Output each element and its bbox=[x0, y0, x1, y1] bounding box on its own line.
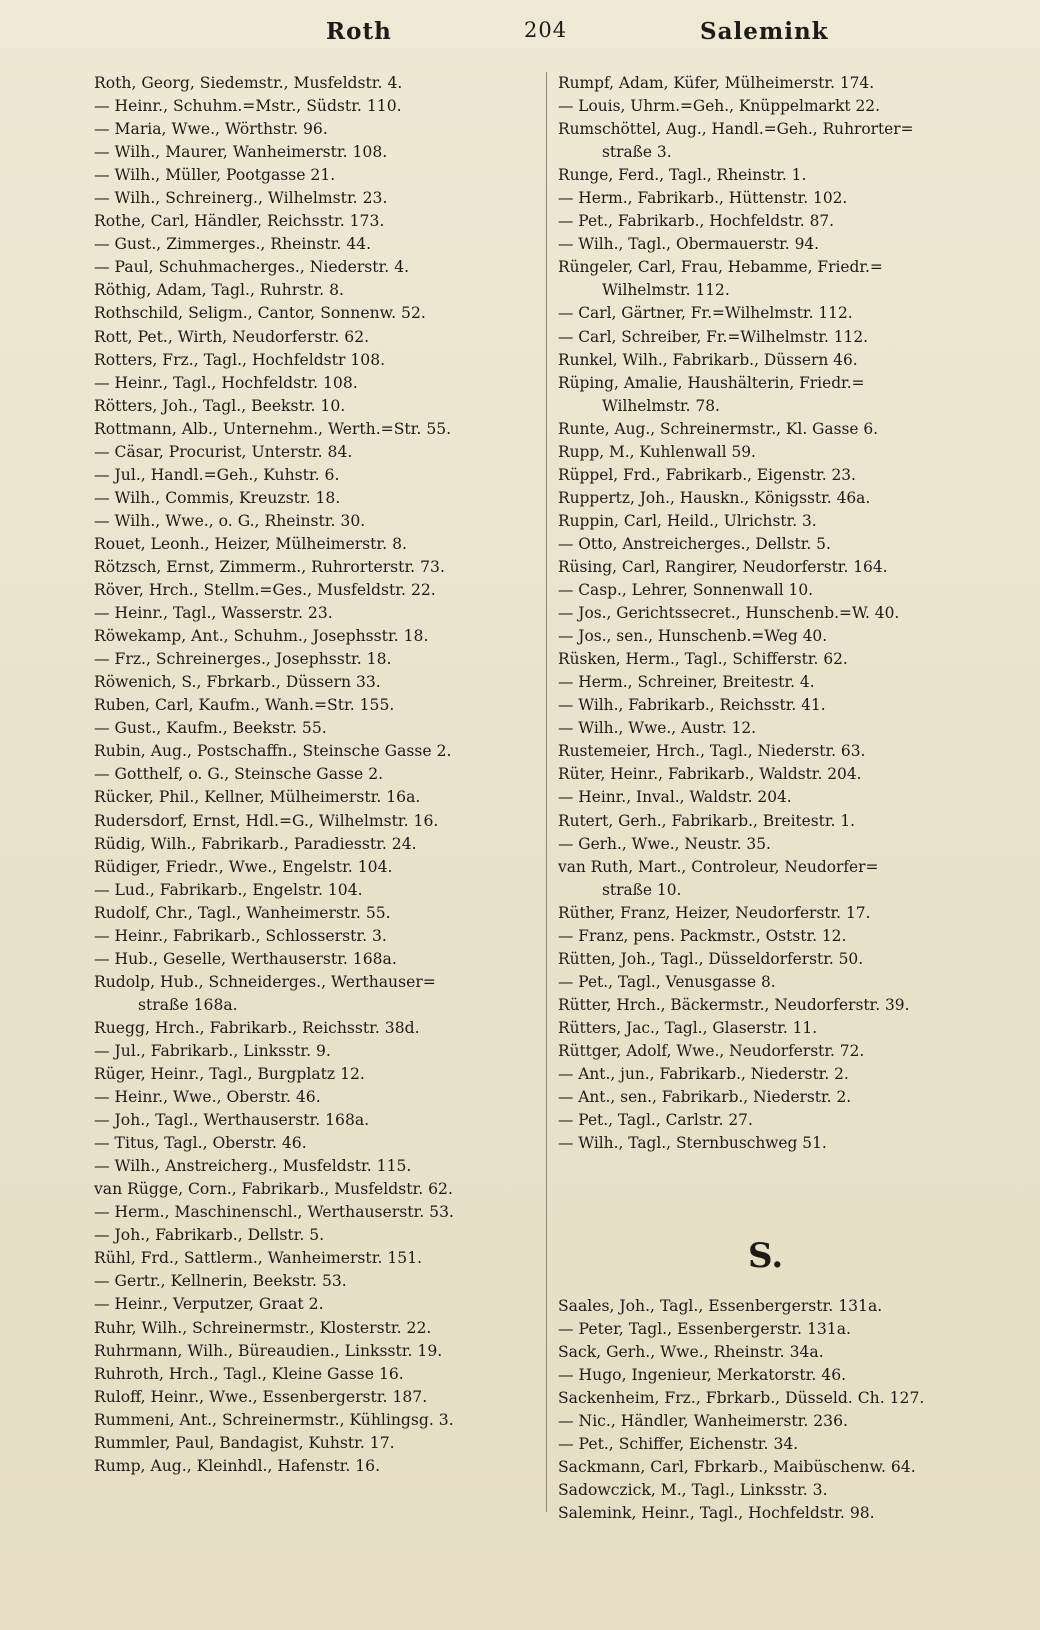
directory-entry: Rüther, Franz, Heizer, Neudorferstr. 17. bbox=[558, 903, 871, 922]
directory-entry: — Heinr., Verputzer, Graat 2. bbox=[94, 1295, 324, 1314]
directory-entry: Rücker, Phil., Kellner, Mülheimerstr. 16a. bbox=[94, 788, 421, 807]
directory-entry: — Ant., sen., Fabrikarb., Niederstr. 2. bbox=[558, 1088, 852, 1107]
directory-entry: — Pet., Tagl., Carlstr. 27. bbox=[558, 1111, 753, 1130]
directory-entry: — Hub., Geselle, Werthauserstr. 168a. bbox=[94, 949, 397, 968]
page-number: 204 bbox=[524, 18, 568, 42]
directory-entry: Sack, Gerh., Wwe., Rheinstr. 34a. bbox=[558, 1343, 824, 1362]
directory-entry: Rupp, M., Kuhlenwall 59. bbox=[558, 442, 756, 461]
header-first-name: Roth bbox=[326, 18, 392, 45]
directory-entry: — Carl, Gärtner, Fr.=Wilhelmstr. 112. bbox=[558, 304, 853, 323]
directory-entry: Wilhelmstr. 112. bbox=[602, 281, 730, 300]
directory-entry: Rötzsch, Ernst, Zimmerm., Ruhrorterstr. 73. bbox=[94, 557, 445, 576]
directory-entry: — Jul., Handl.=Geh., Kuhstr. 6. bbox=[94, 465, 340, 484]
directory-entry: — Nic., Händler, Wanheimerstr. 236. bbox=[558, 1412, 848, 1431]
directory-entry: — Heinr., Inval., Waldstr. 204. bbox=[558, 788, 792, 807]
directory-entry: Ruppin, Carl, Heild., Ulrichstr. 3. bbox=[558, 511, 817, 530]
directory-entry: — Wilh., Müller, Pootgasse 21. bbox=[94, 166, 336, 185]
directory-entry: Sadowczick, M., Tagl., Linksstr. 3. bbox=[558, 1481, 828, 1500]
header-last-name: Salemink bbox=[700, 18, 829, 45]
section-s-entries bbox=[558, 1295, 990, 1525]
directory-entry: — Wilh., Maurer, Wanheimerstr. 108. bbox=[94, 143, 388, 162]
directory-entry: — Joh., Tagl., Werthauserstr. 168a. bbox=[94, 1111, 370, 1130]
directory-entry: Rühl, Frd., Sattlerm., Wanheimerstr. 151. bbox=[94, 1249, 423, 1268]
directory-entry: Salemink, Heinr., Tagl., Hochfeldstr. 98. bbox=[558, 1504, 875, 1523]
directory-entry: Runkel, Wilh., Fabrikarb., Düssern 46. bbox=[558, 350, 858, 369]
directory-entry: van Rügge, Corn., Fabrikarb., Musfeldstr. 62. bbox=[94, 1180, 453, 1199]
directory-entry: — Heinr., Tagl., Wasserstr. 23. bbox=[94, 604, 333, 623]
directory-entry: — Casp., Lehrer, Sonnenwall 10. bbox=[558, 581, 814, 600]
directory-entry: — Gertr., Kellnerin, Beekstr. 53. bbox=[94, 1272, 347, 1291]
directory-entry: Röwekamp, Ant., Schuhm., Josephsstr. 18. bbox=[94, 627, 429, 646]
directory-entry: Rütters, Jac., Tagl., Glaserstr. 11. bbox=[558, 1018, 818, 1037]
directory-entry: Rubin, Aug., Postschaffn., Steinsche Gasse 2. bbox=[94, 742, 452, 761]
directory-entry: Röwenich, S., Fbrkarb., Düssern 33. bbox=[94, 673, 381, 692]
directory-entry: — Lud., Fabrikarb., Engelstr. 104. bbox=[94, 880, 363, 899]
directory-entry: — Heinr., Tagl., Hochfeldstr. 108. bbox=[94, 373, 358, 392]
directory-entry: — Wilh., Commis, Kreuzstr. 18. bbox=[94, 488, 341, 507]
directory-entry: Rüdig, Wilh., Fabrikarb., Paradiesstr. 24. bbox=[94, 834, 417, 853]
directory-entry: — Wilh., Anstreicherg., Musfeldstr. 115. bbox=[94, 1157, 412, 1176]
page-header bbox=[0, 18, 1040, 58]
directory-entry: Rüping, Amalie, Haushälterin, Friedr.= bbox=[558, 373, 865, 392]
directory-entry: Wilhelmstr. 78. bbox=[602, 396, 720, 415]
directory-entry: Ruben, Carl, Kaufm., Wanh.=Str. 155. bbox=[94, 696, 395, 715]
directory-entry: — Wilh., Schreinerg., Wilhelmstr. 23. bbox=[94, 189, 388, 208]
directory-entry: — Paul, Schuhmacherges., Niederstr. 4. bbox=[94, 258, 410, 277]
directory-entry: — Herm., Fabrikarb., Hüttenstr. 102. bbox=[558, 189, 848, 208]
directory-entry: Ruhroth, Hrch., Tagl., Kleine Gasse 16. bbox=[94, 1364, 404, 1383]
directory-entry: — Pet., Tagl., Venusgasse 8. bbox=[558, 972, 776, 991]
directory-entry: Sackenheim, Frz., Fbrkarb., Düsseld. Ch. 127. bbox=[558, 1389, 925, 1408]
directory-entry: Rumpf, Adam, Küfer, Mülheimerstr. 174. bbox=[558, 74, 875, 92]
directory-entry: — Joh., Fabrikarb., Dellstr. 5. bbox=[94, 1226, 325, 1245]
directory-entry: straße 3. bbox=[602, 143, 672, 162]
section-letter: S. bbox=[748, 1236, 784, 1276]
directory-entry: Rouet, Leonh., Heizer, Mülheimerstr. 8. bbox=[94, 534, 407, 553]
directory-entry: Rustemeier, Hrch., Tagl., Niederstr. 63. bbox=[558, 742, 866, 761]
directory-entry: Rüsken, Herm., Tagl., Schifferstr. 62. bbox=[558, 650, 848, 669]
directory-entry: straße 10. bbox=[602, 880, 682, 899]
directory-entry: — Gerh., Wwe., Neustr. 35. bbox=[558, 834, 771, 853]
directory-entry: — Herm., Maschinenschl., Werthauserstr. 53. bbox=[94, 1203, 454, 1222]
directory-entry: — Pet., Schiffer, Eichenstr. 34. bbox=[558, 1435, 799, 1454]
directory-entry: — Heinr., Schuhm.=Mstr., Südstr. 110. bbox=[94, 97, 402, 116]
directory-entry: Rummler, Paul, Bandagist, Kuhstr. 17. bbox=[94, 1433, 395, 1452]
directory-entry: — Carl, Schreiber, Fr.=Wilhelmstr. 112. bbox=[558, 327, 869, 346]
directory-entry: Rump, Aug., Kleinhdl., Hafenstr. 16. bbox=[94, 1456, 381, 1475]
directory-entry: Rudolp, Hub., Schneiderges., Werthauser= bbox=[94, 972, 436, 991]
directory-entry: Rummeni, Ant., Schreinermstr., Kühlingsg. 3. bbox=[94, 1410, 454, 1429]
directory-entry: Rotters, Frz., Tagl., Hochfeldstr 108. bbox=[94, 350, 386, 369]
directory-entry: — Gust., Kaufm., Beekstr. 55. bbox=[94, 719, 327, 738]
directory-entry: Runge, Ferd., Tagl., Rheinstr. 1. bbox=[558, 166, 807, 185]
directory-entry: Rüppel, Frd., Fabrikarb., Eigenstr. 23. bbox=[558, 465, 856, 484]
directory-entry: Rütter, Hrch., Bäckermstr., Neudorferstr. 39. bbox=[558, 995, 910, 1014]
directory-entry: Roth, Georg, Siedemstr., Musfeldstr. 4. bbox=[94, 74, 403, 92]
directory-entry: — Heinr., Fabrikarb., Schlosserstr. 3. bbox=[94, 926, 387, 945]
directory-entry: Rüger, Heinr., Tagl., Burgplatz 12. bbox=[94, 1065, 365, 1084]
directory-entry: — Gust., Zimmerges., Rheinstr. 44. bbox=[94, 235, 372, 254]
directory-entry: Rottmann, Alb., Unternehm., Werth.=Str. 55. bbox=[94, 419, 452, 438]
directory-entry: Röver, Hrch., Stellm.=Ges., Musfeldstr. 22. bbox=[94, 581, 436, 600]
directory-entry: Rötters, Joh., Tagl., Beekstr. 10. bbox=[94, 396, 346, 415]
directory-entry: — Frz., Schreinerges., Josephsstr. 18. bbox=[94, 650, 392, 669]
directory-entry: — Otto, Anstreicherges., Dellstr. 5. bbox=[558, 534, 831, 553]
directory-entry: — Wilh., Fabrikarb., Reichsstr. 41. bbox=[558, 696, 826, 715]
directory-entry: — Gotthelf, o. G., Steinsche Gasse 2. bbox=[94, 765, 384, 784]
directory-entry: — Titus, Tagl., Oberstr. 46. bbox=[94, 1134, 307, 1153]
directory-entry: Sackmann, Carl, Fbrkarb., Maibüschenw. 64. bbox=[558, 1458, 916, 1477]
directory-entry: Rott, Pet., Wirth, Neudorferstr. 62. bbox=[94, 327, 370, 346]
directory-entry: Rüngeler, Carl, Frau, Hebamme, Friedr.= bbox=[558, 258, 883, 277]
directory-entry: — Peter, Tagl., Essenbergerstr. 131a. bbox=[558, 1320, 851, 1339]
directory-entry: — Wilh., Wwe., o. G., Rheinstr. 30. bbox=[94, 511, 366, 530]
directory-entry: Röthig, Adam, Tagl., Ruhrstr. 8. bbox=[94, 281, 344, 300]
directory-entry: Ruloff, Heinr., Wwe., Essenbergerstr. 187. bbox=[94, 1387, 428, 1406]
directory-entry: — Maria, Wwe., Wörthstr. 96. bbox=[94, 120, 328, 139]
directory-entry: — Cäsar, Procurist, Unterstr. 84. bbox=[94, 442, 353, 461]
directory-entry: — Wilh., Tagl., Obermauerstr. 94. bbox=[558, 235, 820, 254]
directory-entry: Rudersdorf, Ernst, Hdl.=G., Wilhelmstr. 16. bbox=[94, 811, 439, 830]
directory-entry: — Jul., Fabrikarb., Linksstr. 9. bbox=[94, 1041, 331, 1060]
directory-entry: — Jos., Gerichtssecret., Hunschenb.=W. 40. bbox=[558, 604, 900, 623]
directory-entry: Rothe, Carl, Händler, Reichsstr. 173. bbox=[94, 212, 385, 231]
directory-entry: Rothschild, Seligm., Cantor, Sonnenw. 52. bbox=[94, 304, 426, 323]
directory-entry: Ruhrmann, Wilh., Büreaudien., Linksstr. 19. bbox=[94, 1341, 443, 1360]
directory-entry: Rumschöttel, Aug., Handl.=Geh., Ruhrorter= bbox=[558, 120, 914, 139]
directory-entry: Runte, Aug., Schreinermstr., Kl. Gasse 6. bbox=[558, 419, 879, 438]
directory-entry: — Wilh., Tagl., Sternbuschweg 51. bbox=[558, 1134, 827, 1153]
directory-entry: — Wilh., Wwe., Austr. 12. bbox=[558, 719, 757, 738]
directory-entry: — Herm., Schreiner, Breitestr. 4. bbox=[558, 673, 815, 692]
directory-entry: van Ruth, Mart., Controleur, Neudorfer= bbox=[558, 857, 879, 876]
right-column bbox=[558, 72, 990, 1155]
directory-entry: Rutert, Gerh., Fabrikarb., Breitestr. 1. bbox=[558, 811, 856, 830]
directory-entry: Rudolf, Chr., Tagl., Wanheimerstr. 55. bbox=[94, 903, 391, 922]
directory-entry: Rüter, Heinr., Fabrikarb., Waldstr. 204. bbox=[558, 765, 862, 784]
directory-entry: Rüsing, Carl, Rangirer, Neudorferstr. 164. bbox=[558, 557, 888, 576]
directory-entry: Ruegg, Hrch., Fabrikarb., Reichsstr. 38d. bbox=[94, 1018, 420, 1037]
directory-entry: — Jos., sen., Hunschenb.=Weg 40. bbox=[558, 627, 828, 646]
directory-entry: straße 168a. bbox=[138, 995, 238, 1014]
directory-entry: — Hugo, Ingenieur, Merkatorstr. 46. bbox=[558, 1366, 847, 1385]
directory-entry: Ruhr, Wilh., Schreinermstr., Klosterstr. 22. bbox=[94, 1318, 432, 1337]
directory-entry: — Pet., Fabrikarb., Hochfeldstr. 87. bbox=[558, 212, 835, 231]
directory-entry: — Franz, pens. Packmstr., Oststr. 12. bbox=[558, 926, 847, 945]
left-column bbox=[94, 72, 536, 1478]
directory-entry: — Heinr., Wwe., Oberstr. 46. bbox=[94, 1088, 321, 1107]
column-divider bbox=[546, 72, 547, 1512]
directory-entry: — Ant., jun., Fabrikarb., Niederstr. 2. bbox=[558, 1065, 849, 1084]
directory-entry: Ruppertz, Joh., Hauskn., Königsstr. 46a. bbox=[558, 488, 871, 507]
directory-entry: Rüttger, Adolf, Wwe., Neudorferstr. 72. bbox=[558, 1041, 865, 1060]
directory-entry: Saales, Joh., Tagl., Essenbergerstr. 131a. bbox=[558, 1297, 883, 1315]
directory-entry: — Louis, Uhrm.=Geh., Knüppelmarkt 22. bbox=[558, 97, 880, 116]
directory-entry: Rütten, Joh., Tagl., Düsseldorferstr. 50. bbox=[558, 949, 864, 968]
directory-entry: Rüdiger, Friedr., Wwe., Engelstr. 104. bbox=[94, 857, 393, 876]
